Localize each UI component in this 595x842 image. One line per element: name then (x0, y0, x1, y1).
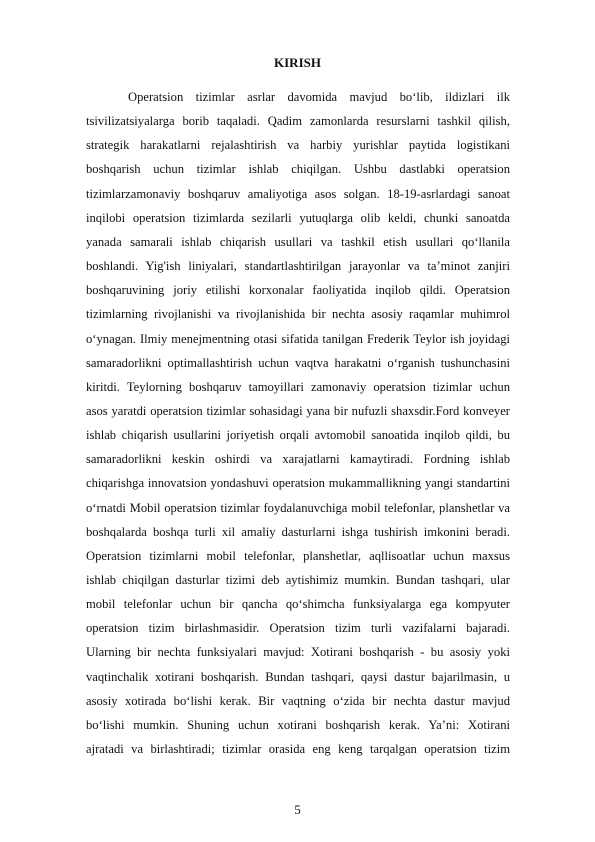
text-line: Operatsion tizimlarni mobil telefonlar, planshetlar, aqllisoatlar uchun maxsus (86, 548, 510, 563)
text-line: bo‘lishi mumkin. Shuning uchun xotirani boshqarish kerak. Ya’ni: Xotirani (86, 717, 510, 732)
text-line: yanada samarali ishlab chiqarish usullari va tashkil etish usullari qo‘llanila (86, 234, 510, 249)
text-line: ishlab chiqilgan dasturlar tizimi deb aytishimiz mumkin. Bundan tashqari, ular (86, 573, 510, 587)
text-line: kiritdi. Teylorning boshqaruv tamoyillari zamonaviy operatsion tizimlar uchun (86, 379, 510, 394)
text-line: samaradorlikni keskin oshirdi va xarajatlarni kamaytiradi. Fordning ishlab (86, 452, 510, 467)
text-line: strategik harakatlarni rejalashtirish va harbiy yurishlar paytida logistikani (86, 138, 510, 153)
text-line: boshlandi. Yig'ish liniyalari, standartlashtirilgan jarayonlar va ta’minot zanjiri (86, 259, 510, 274)
text-line: chiqarishga innovatsion yondashuvi operatsion mukammallikning yangi standartini (86, 476, 510, 491)
text-line: ishlab chiqarish usullarini joriyetish orqali avtomobil sanoatida inqilob qildi, bu (86, 428, 510, 443)
text-line: vaqtinchalik xotirani boshqarish. Bundan tashqari, qaysi dastur bajarilmasin, u (86, 669, 510, 684)
text-line: asosiy xotirada bo‘lishi kerak. Bir vaqtning o‘zida bir nechta dastur mavjud (86, 693, 510, 708)
text-line: samaradorlikni optimallashtirish uchun vaqtva harakatni o‘rganish tushunchasini (86, 355, 510, 370)
text-line: operatsion tizim birlashmasidir. Operatsion tizim turli vazifalarni bajaradi. (86, 621, 510, 636)
text-line: inqilobi operatsion tizimlarda sezilarli yutuqlarga olib keldi, chunki sanoatda (86, 210, 510, 225)
text-line: boshqarish uchun tizimlar ishlab chiqilgan. Ushbu dastlabki operatsion (86, 162, 510, 177)
text-line: Ularning bir nechta funksiyalari mavjud: Xotirani boshqarish - bu asosiy yoki (86, 645, 510, 660)
text-line: tizimlarning rivojlanishi va rivojlanishida bir nechta asosiy raqamlar muhimrol (86, 307, 510, 322)
text-line: mobil telefonlar uchun bir qancha qo‘shimcha funksiyalarga ega kompyuter (86, 597, 510, 612)
text-line: o‘ynagan. Ilmiy menejmentning otasi sifatida tanilgan Frederik Teylor ish joyidagi (86, 331, 510, 346)
text-line: ajratadi va birlashtiradi; tizimlar orasida eng keng tarqalgan operatsion tizim (86, 742, 510, 757)
text-line: boshqaruvining joriy etilishi korxonalar faoliyatida inqilob qildi. Operatsion (86, 283, 510, 298)
text-line: asos yaratdi operatsion tizimlar sohasidagi yana bir nufuzli shaxsdir.Ford konveyer (86, 403, 510, 418)
text-line: tizimlarzamonaviy boshqaruv amaliyotiga asos solgan. 18-19-asrlardagi sanoat (86, 186, 510, 201)
text-line: boshqalarda boshqa turli xil amaliy dasturlarni ishga tushirish imkonini beradi. (86, 524, 510, 539)
text-line: Operatsion tizimlar asrlar davomida mavjud bo‘lib, ildizlari ilk (128, 90, 510, 104)
text-line: o‘rnatdi Mobil operatsion tizimlar foydalanuvchiga mobil telefonlar, planshetlar va (86, 500, 510, 515)
page-number: 5 (294, 802, 301, 817)
section-heading: KIRISH (274, 55, 321, 70)
text-line: tsivilizatsiyalarga borib taqaladi. Qadim zamonlarda resurslarni tashkil qilish, (86, 114, 510, 129)
